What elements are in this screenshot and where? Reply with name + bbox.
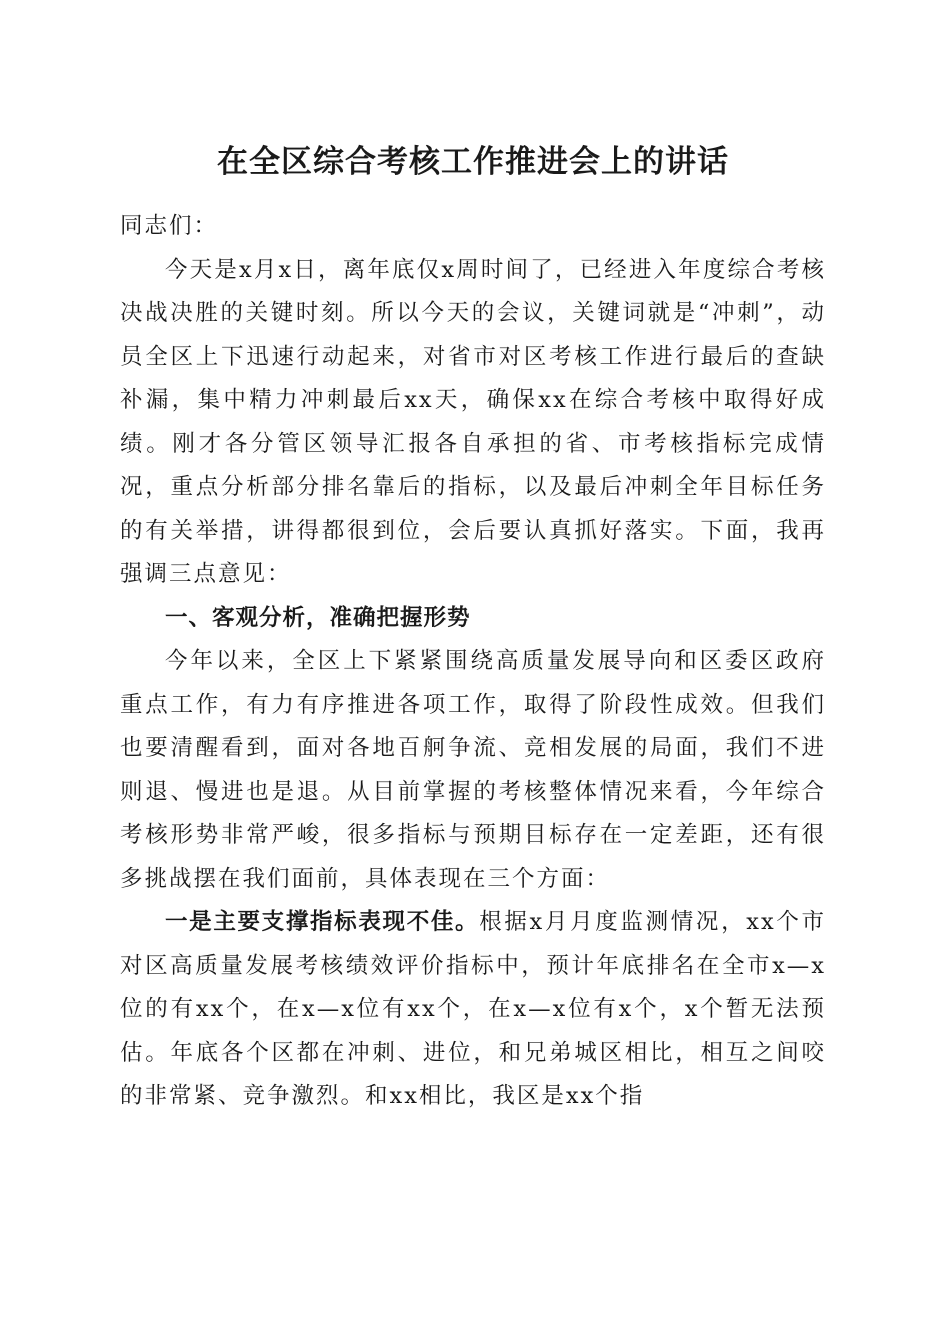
section-heading-1: 一、客观分析，准确把握形势 (165, 604, 471, 631)
salutation: 同志们： (120, 213, 219, 239)
paragraph-situation: 今年以来，全区上下紧紧围绕高质量发展导向和区委区政府重点工作，有力有序推进各项工作，取得了阶段性成效。但我们也要清醒看到，面对各地百舸争流、竞相发展的局面，我们不进则退、慢进也是退。从目前掌握的考核整体情况来看，今年综合考核形势非常严峻，很多指标与预期目标存在一定差距，还有很多挑战摆在我们面前，具体表现在三个方面： (120, 648, 826, 892)
paragraph-lead-phrase: 一是主要支撑指标表现不佳。 (165, 909, 480, 935)
paragraph-opening: 今天是x月x日，离年底仅x周时间了，已经进入年度综合考核决战决胜的关键时刻。所以今天的会议，关键词就是“冲刺”，动员全区上下迅速行动起来，对省市对区考核工作进行最后的查缺补漏，集中精力冲刺最后xx天，确保xx在综合考核中取得好成绩。刚才各分管区领导汇报各自承担的省、市考核指标完成情况，重点分析部分排名靠后的指标，以及最后冲刺全年目标任务的有关举措，讲得都很到位，会后要认真抓好落实。下面，我再强调三点意见： (120, 256, 826, 587)
paragraph-indicators-text: 根据x月月度监测情况，xx个市对区高质量发展考核绩效评价指标中，预计年底排名在全市x—x位的有xx个，在x—x位有xx个，在x—x位有x个，x个暂无法预估。年底各个区都在冲刺、进位，和兄弟城区相比，相互之间咬的非常紧、竞争激烈。和xx相比，我区是xx个指 (120, 909, 826, 1109)
paragraph-indicators (120, 901, 826, 1119)
document-title: 在全区综合考核工作推进会上的讲话 (217, 144, 729, 180)
document-body (120, 205, 826, 1119)
